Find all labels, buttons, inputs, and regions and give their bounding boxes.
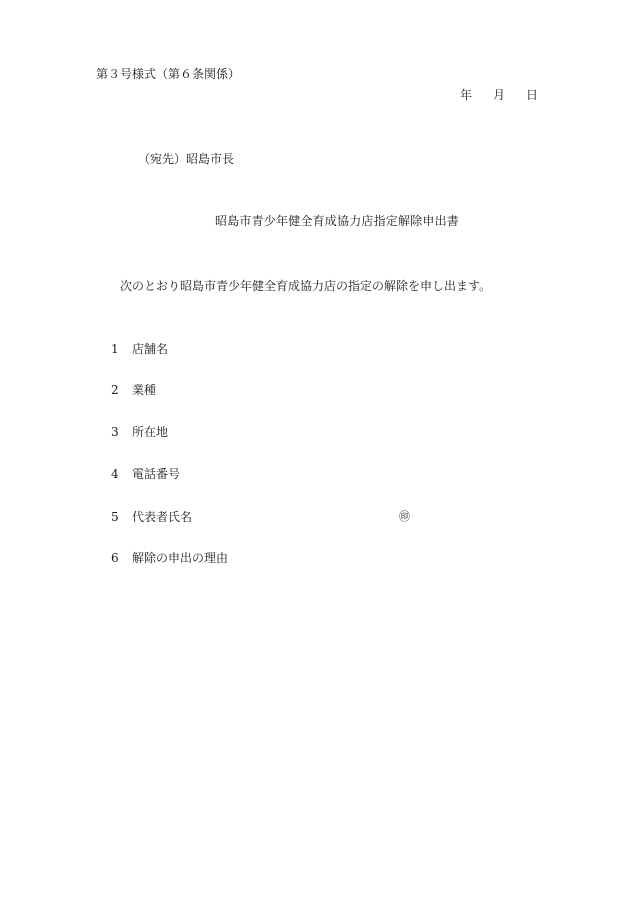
seal-mark: ㊞: [399, 510, 410, 523]
item-phone-number: [111, 467, 180, 481]
body-statement: 次のとおり昭島市青少年健全育成協力店の指定の解除を申し出ます。: [120, 279, 492, 293]
item-label: 代表者氏名: [132, 510, 193, 524]
item-store-name: [111, 342, 168, 356]
item-representative-name: [111, 510, 192, 524]
date-line: [460, 88, 538, 102]
item-number: 2: [111, 383, 119, 397]
item-label: 業種: [132, 383, 157, 397]
item-label: 所在地: [132, 425, 169, 439]
item-label: 解除の申出の理由: [132, 551, 229, 565]
date-year-label: 年: [460, 88, 473, 102]
item-label: 店舗名: [132, 342, 169, 356]
date-month-label: 月: [493, 88, 506, 102]
form-label: 第３号様式（第６条関係）: [96, 67, 241, 81]
item-number: 4: [111, 467, 119, 481]
date-day-label: 日: [526, 88, 539, 102]
item-number: 6: [111, 551, 119, 565]
item-label: 電話番号: [132, 467, 181, 481]
item-number: 1: [111, 342, 119, 356]
addressee: （宛先）昭島市長: [138, 152, 235, 166]
item-cancellation-reason: [111, 551, 228, 565]
document-title: 昭島市青少年健全育成協力店指定解除申出書: [215, 214, 460, 228]
item-address: [111, 425, 168, 439]
item-number: 3: [111, 425, 119, 439]
item-business-type: [111, 383, 156, 397]
item-number: 5: [111, 510, 119, 524]
